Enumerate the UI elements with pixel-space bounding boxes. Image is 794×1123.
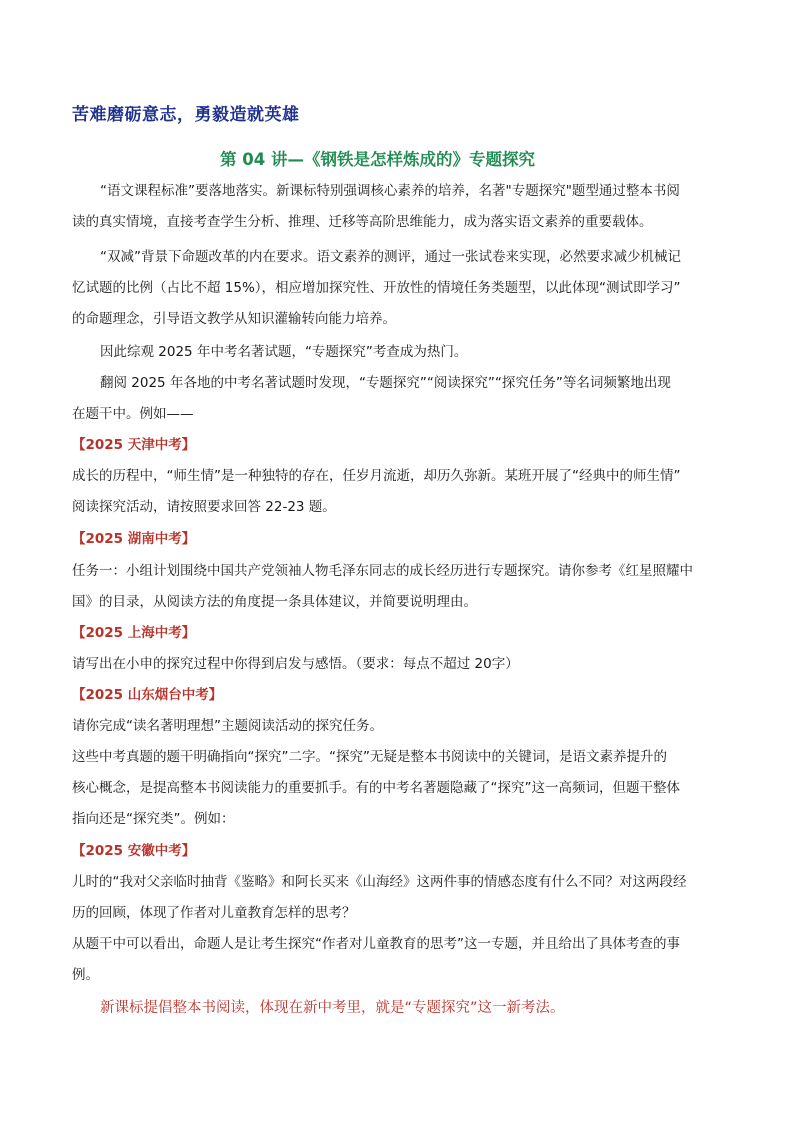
text-line: 在题干中。例如—— xyxy=(72,406,194,422)
text-line: 成长的历程中，“师生情”是一种独特的存在，任岁月流逝，却历久弥新。某班开展了“经典中的师生情” xyxy=(72,468,681,484)
text-line: “语文课程标准”要落地落实。新课标特别强调核心素养的培养，名著"专题探究"题型通过整本书阅 xyxy=(100,183,680,199)
text-line: 翻阅 2025 年各地的中考名著试题时发现，“专题探究”“阅读探究”“探究任务”等名词频繁地出现 xyxy=(100,375,671,391)
exam-text-anhui xyxy=(72,867,732,991)
text-line: 指向还是“探究类”。例如： xyxy=(72,811,235,827)
text-line: 从题干中可以看出，命题人是让考生探究“作者对儿童教育的思考”这一专题，并且给出了具体考查的事 xyxy=(72,936,680,952)
analysis-paragraph xyxy=(72,742,732,835)
exam-text-hunan xyxy=(72,556,732,618)
text-line: 核心概念，是提高整本书阅读能力的重要抓手。有的中考名著题隐藏了“探究”这一高频词，但题干整体 xyxy=(72,780,680,796)
exam-text-shanghai xyxy=(72,649,732,680)
intro-paragraph-4-cont xyxy=(72,399,732,430)
intro-paragraph-4 xyxy=(100,368,760,399)
exam-tag-tianjin: 【2025 天津中考】 xyxy=(72,437,196,453)
intro-paragraph-2-cont xyxy=(72,273,732,335)
text-line: 的命题理念，引导语文教学从知识灌输转向能力培养。 xyxy=(72,311,396,327)
text-line: 读的真实情境，直接考查学生分析、推理、迁移等高阶思维能力，成为落实语文素养的重要载体。 xyxy=(72,214,653,230)
motto-heading: 苦难磨砺意志，勇毅造就英雄 xyxy=(72,105,300,125)
intro-paragraph-3 xyxy=(100,337,760,368)
intro-paragraph-1-cont xyxy=(72,207,732,238)
text-line: 这些中考真题的题干明确指向“探究”二字。“探究”无疑是整本书阅读中的关键词，是语文素养提升的 xyxy=(72,749,667,765)
text-line: 阅读探究活动，请按照要求回答 22-23 题。 xyxy=(72,499,336,515)
text-line: 国》的目录，从阅读方法的角度提一条具体建议，并简要说明理由。 xyxy=(72,594,477,610)
exam-tag-hunan: 【2025 湖南中考】 xyxy=(72,531,196,547)
exam-tag-yantai: 【2025 山东烟台中考】 xyxy=(72,687,223,703)
text-line: 忆试题的比例（占比不超 15%），相应增加探究性、开放性的情境任务类题型，以此体现“测试即学习” xyxy=(72,280,681,296)
text-line: 因此综观 2025 年中考名著试题，“专题探究”考查成为热门。 xyxy=(100,344,468,360)
exam-tag-anhui: 【2025 安徽中考】 xyxy=(72,843,196,859)
text-line: 历的回顾，体现了作者对儿童教育怎样的思考？ xyxy=(72,905,356,921)
text-line: 请写出在小申的探究过程中你得到启发与感悟。（要求：每点不超过 20字） xyxy=(72,656,519,672)
exam-text-yantai xyxy=(72,711,732,742)
text-line: 儿时的“我对父亲临时抽背《鉴略》和阿长买来《山海经》这两件事的情感态度有什么不同？对这两段经 xyxy=(72,874,687,890)
intro-paragraph-1 xyxy=(100,176,760,207)
exam-text-tianjin xyxy=(72,461,732,523)
conclusion-text: 新课标提倡整本书阅读，体现在新中考里，就是“专题探究”这一新考法。 xyxy=(100,1000,565,1016)
text-line: 例。 xyxy=(72,967,99,983)
text-line: 任务一：小组计划围绕中国共产党领袖人物毛泽东同志的成长经历进行专题探究。请你参考《红星照耀中 xyxy=(72,563,693,579)
intro-paragraph-2 xyxy=(100,242,760,273)
text-line: “双减”背景下命题改革的内在要求。语文素养的测评，通过一张试卷来实现，必然要求减少机械记 xyxy=(100,249,681,265)
lesson-title: 第 04 讲—《钢铁是怎样炼成的》专题探究 xyxy=(220,150,535,169)
exam-tag-shanghai: 【2025 上海中考】 xyxy=(72,625,196,641)
text-line: 请你完成“读名著明理想”主题阅读活动的探究任务。 xyxy=(72,718,383,734)
